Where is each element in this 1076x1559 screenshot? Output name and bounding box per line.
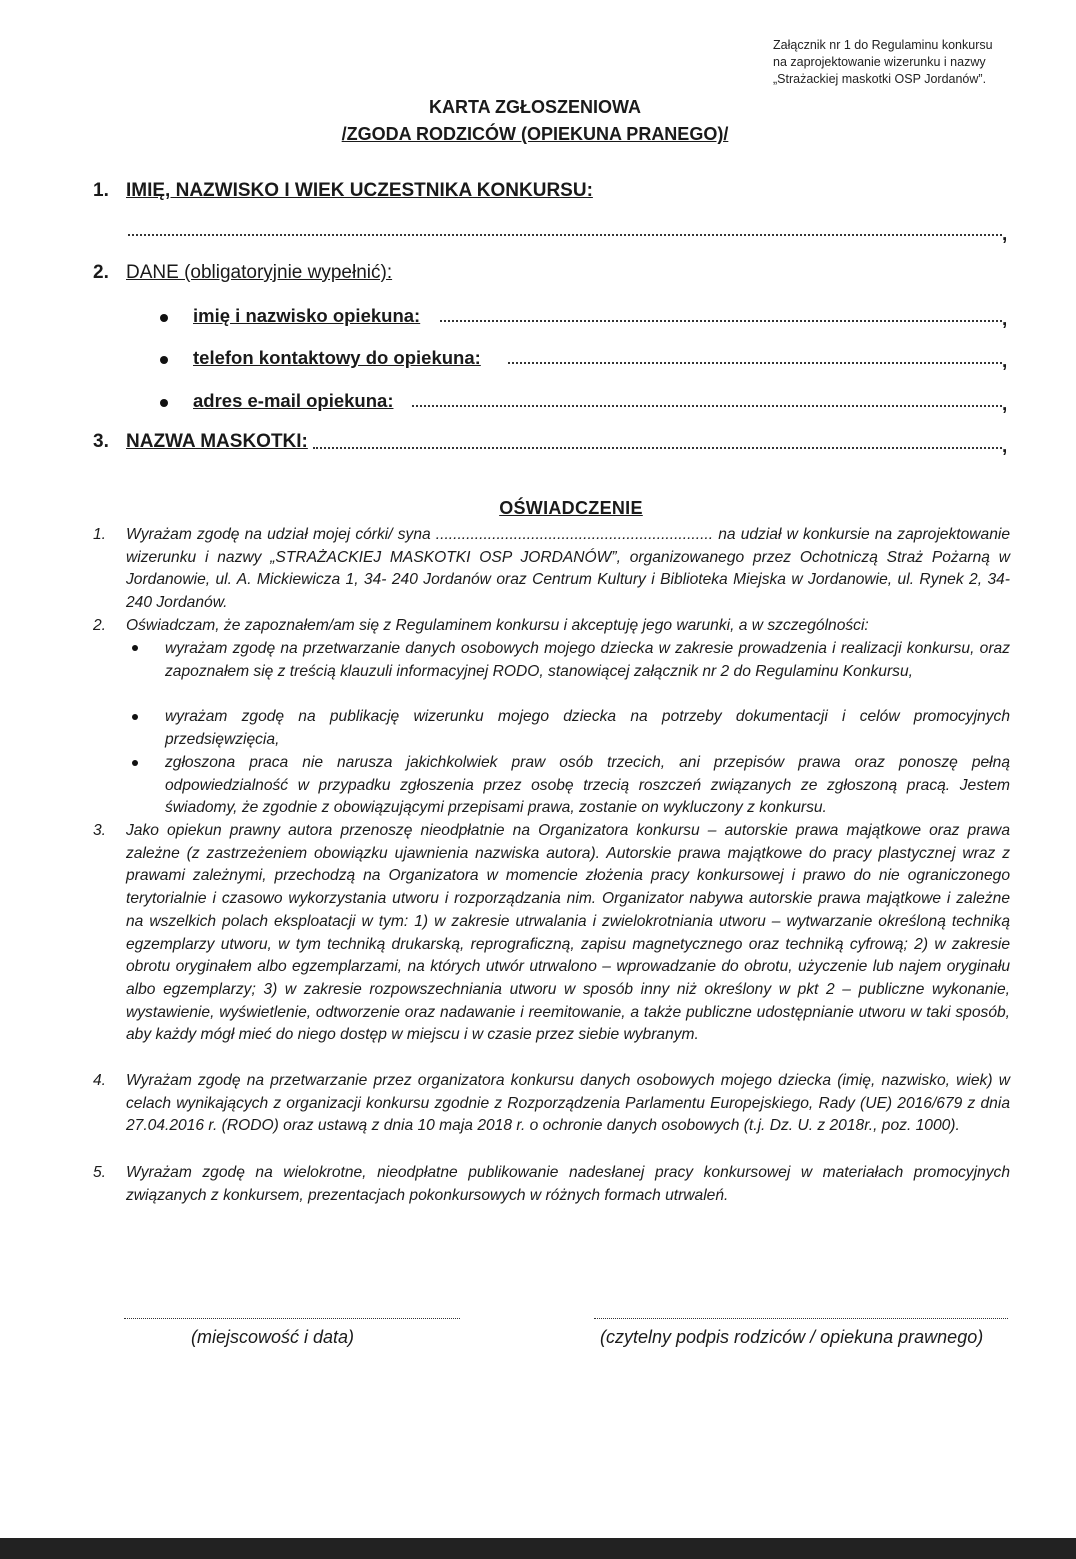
bullet-icon bbox=[132, 760, 138, 766]
declaration-item-number: 4. bbox=[93, 1072, 107, 1089]
guardian-phone-label: telefon kontaktowy do opiekuna: bbox=[193, 347, 481, 368]
title-main: KARTA ZGŁOSZENIOWA bbox=[429, 97, 641, 117]
field-comma: , bbox=[1002, 394, 1008, 415]
section-2-number: 2. bbox=[93, 262, 109, 283]
declaration-item-number: 5. bbox=[93, 1164, 107, 1181]
bottom-bar bbox=[0, 1538, 1076, 1559]
field-comma: , bbox=[1002, 224, 1008, 245]
declaration-item-number: 2. bbox=[93, 617, 107, 634]
declaration-item-2: Oświadczam, że zapoznałem/am się z Regulaminem konkursu i akceptuję jego warunki, a w szczególności: bbox=[126, 617, 869, 634]
title-subtitle: /ZGODA RODZICÓW (OPIEKUNA PRANEGO)/ bbox=[341, 124, 729, 144]
place-date-caption: (miejscowość i data) bbox=[191, 1327, 355, 1347]
section-1-number: 1. bbox=[93, 180, 109, 201]
section-1-label: IMIĘ, NAZWISKO I WIEK UCZESTNIKA KONKURSU: bbox=[126, 180, 593, 201]
section-2-label: DANE (obligatoryjnie wypełnić): bbox=[126, 262, 393, 283]
guardian-email-field[interactable] bbox=[412, 405, 1002, 407]
declaration-item-1: Wyrażam zgodę na udział mojej córki/ syna ................................................................ na udział w konkursie na zaprojektowanie wizerunku i nazwy „STRAŻACKIEJ MASKOTKI OSP JORDANÓW”, organizowanego przez Ochotniczą Straż Pożarną w Jordanowie, ul. A. Mickiewicza 1, 34- 240 Jordanów oraz Centrum Kultury i Biblioteka Miejska w Jordanowie, ul. Rynek 2, 34-240 Jordanów. bbox=[126, 526, 1010, 612]
declaration-item-2-bullet-3: zgłoszona praca nie narusza jakichkolwiek praw osób trzecich, ani przepisów prawa oraz ponoszę pełną odpowiedzialność w przypadku zgłoszenia przez osobę trzecią roszczeń związanych ze zgłoszoną pracą. Jestem świadomy, że zgodnie z obowiązującymi przepisami prawa, zostanie on wykluczony z konkursu. bbox=[165, 754, 1010, 817]
annex-line-2: na zaprojektowanie wizerunku i nazwy bbox=[773, 55, 986, 69]
field-comma: , bbox=[1002, 436, 1008, 457]
guardian-email-label: adres e-mail opiekuna: bbox=[193, 390, 394, 411]
declaration-item-3: Jako opiekun prawny autora przenoszę nieodpłatnie na Organizatora konkursu – autorskie prawa majątkowe oraz prawa zależne (z zastrzeżeniem obowiązku ujawnienia nazwiska autora). Autorskie prawa majątkowe do pracy plastycznej wraz z prawami zależnymi, przechodzą na Organizatora w momencie złożenia pracy konkursowej i prawo do nie ograniczonego terytorialnie i czasowo wykorzystania utworu i rozporządzania nim. Organizator nabywa autorskie prawa majątkowe i zależne na wszelkich polach eksploatacji w tym: 1) w zakresie utrwalania i zwielokrotniania utworu – wytwarzanie określoną techniką egzemplarzy utworu, w tym techniką drukarską, reprograficzną, zapisu magnetycznego oraz techniką cyfrową; 2) w zakresie obrotu oryginałem albo egzemplarzami, na których utwór utrwalono – wprowadzanie do obrotu, użyczenie lub najem oryginału albo egzemplarzy; 3) w zakresie rozpowszechniania utworu w sposób inny niż określony w pkt 2 – publiczne wykonanie, wystawienie, wyświetlenie, odtworzenie oraz nadawanie i reemitowanie, a także publiczne udostępnianie utworu w taki sposób, aby każdy mógł mieć do niego dostęp w miejscu i w czasie przez siebie wybranym. bbox=[126, 822, 1010, 1044]
declaration-item-4: Wyrażam zgodę na przetwarzanie przez organizatora konkursu danych osobowych mojego dziecka (imię, nazwisko, wiek) w celach wynikających z organizacji konkursu zgodnie z Rozporządzenia Parlamentu Europejskiego, Rady (UE) 2016/679 z dnia 27.04.2016 r. (RODO) oraz ustawą z dnia 10 maja 2018 r. o ochronie danych osobowych (t.j. Dz. U. z 2018r., poz. 1000). bbox=[126, 1072, 1010, 1135]
signature-caption: (czytelny podpis rodziców / opiekuna prawnego) bbox=[600, 1327, 984, 1347]
declaration-item-number: 3. bbox=[93, 822, 107, 839]
annex-note bbox=[773, 37, 1063, 88]
mascot-name-field[interactable] bbox=[313, 447, 1002, 449]
bullet-icon bbox=[132, 645, 138, 651]
annex-line-3: „Strażackiej maskotki OSP Jordanów”. bbox=[773, 72, 987, 86]
declaration-item-2-bullet-2: wyrażam zgodę na publikację wizerunku mojego dziecka na potrzeby dokumentacji i celów promocyjnych przedsięwzięcia, bbox=[165, 708, 1010, 748]
annex-line-1: Załącznik nr 1 do Regulaminu konkursu bbox=[773, 38, 993, 52]
guardian-name-label: imię i nazwisko opiekuna: bbox=[193, 305, 421, 326]
place-date-field[interactable] bbox=[124, 1318, 460, 1319]
bullet-icon bbox=[160, 399, 168, 407]
declaration-item-2-bullet-1: wyrażam zgodę na przetwarzanie danych osobowych mojego dziecka w zakresie prowadzenia i realizacji konkursu, oraz zapoznałem się z treścią klauzuli informacyjnej RODO, stanowiącej załącznik nr 2 do Regulaminu Konkursu, bbox=[165, 640, 1010, 680]
field-comma: , bbox=[1002, 351, 1008, 372]
bullet-icon bbox=[160, 314, 168, 322]
declaration-item-5: Wyrażam zgodę na wielokrotne, nieodpłatne publikowanie nadesłanej pracy konkursowej w materiałach promocyjnych związanych z konkursem, prezentacjach pokonkursowych w różnych formach utrwaleń. bbox=[126, 1164, 1010, 1204]
section-3-label: NAZWA MASKOTKI: bbox=[126, 431, 308, 452]
signature-field[interactable] bbox=[594, 1318, 1008, 1319]
participant-name-field[interactable] bbox=[128, 234, 1002, 236]
bullet-icon bbox=[160, 356, 168, 364]
guardian-phone-field[interactable] bbox=[508, 362, 1002, 364]
field-comma: , bbox=[1002, 309, 1008, 330]
declaration-heading: OŚWIADCZENIE bbox=[499, 498, 643, 518]
section-3-number: 3. bbox=[93, 431, 109, 452]
bullet-icon bbox=[132, 714, 138, 720]
declaration-item-number: 1. bbox=[93, 526, 107, 543]
guardian-name-field[interactable] bbox=[440, 320, 1002, 322]
